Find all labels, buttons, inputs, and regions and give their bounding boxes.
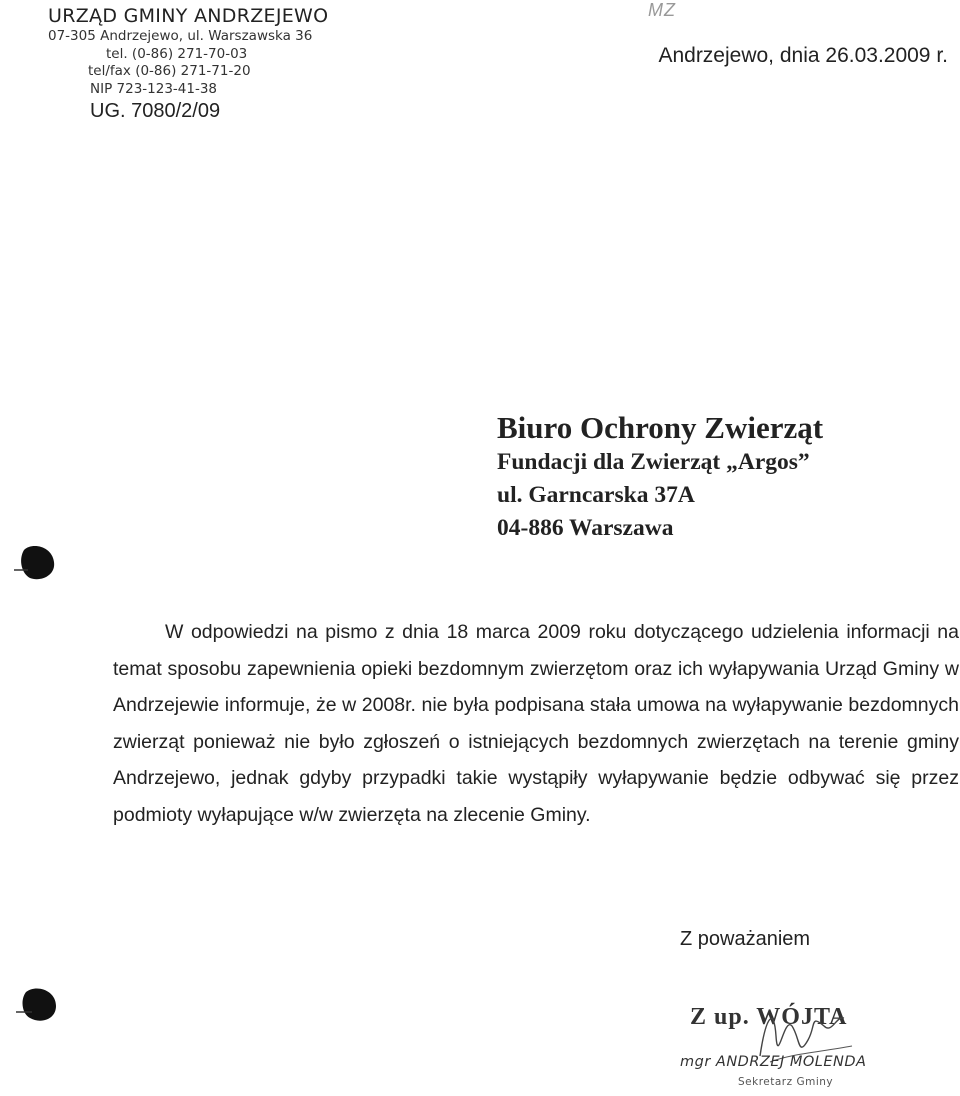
punch-hole-mark-icon [16,984,60,1028]
sender-phone: tel. (0-86) 271-70-03 [106,45,248,62]
sender-name: URZĄD GMINY ANDRZEJEWO [48,5,329,27]
addressee-block [497,410,823,545]
addressee-line-2: Fundacji dla Zwierząt „Argos” [497,449,810,475]
signatory-name: mgr ANDRZEJ MOLENDA [680,1054,867,1070]
sender-stamp [48,4,329,124]
handwritten-initials: MZ [648,0,676,20]
addressee-line-4: 04-886 Warszawa [497,515,674,541]
signature-stamp: Z up. WÓJTA [690,1004,848,1030]
punch-hole-mark-icon [14,540,58,584]
addressee-line-1: Biuro Ochrony Zwierząt [497,410,824,445]
closing-phrase: Z poważaniem [680,928,811,950]
sender-nip: NIP 723-123-41-38 [90,80,218,97]
sender-fax: tel/fax (0-86) 271-71-20 [88,63,251,79]
addressee-line-3: ul. Garncarska 37A [497,482,695,508]
body-paragraph: W odpowiedzi na pismo z dnia 18 marca 2009 roku dotyczącego udzielenia informacji na temat sposobu zapewnienia opieki bezdomnym zwierzętom oraz ich wyłapywania Urząd Gminy w Andrzejewie informuje, że w 2008r. nie była podpisana stała umowa na wyłapywanie bezdomnych zwierząt ponieważ nie było zgłoszeń o istniejących bezdomnych zwierzętach na terenie gminy Andrzejewo, jednak gdyby przypadki takie wystąpiły wyłapywanie będzie odbywać się przez podmioty wyłapujące w/w zwierzęta na zlecenie Gminy. [113,621,959,826]
letter-date: Andrzejewo, dnia 26.03.2009 r. [658,44,948,67]
letter-body [113,614,959,833]
reference-number: UG. 7080/2/09 [90,100,221,122]
sender-address: 07-305 Andrzejewo, ul. Warszawska 36 [48,28,313,44]
signatory-title: Sekretarz Gminy [738,1076,834,1088]
